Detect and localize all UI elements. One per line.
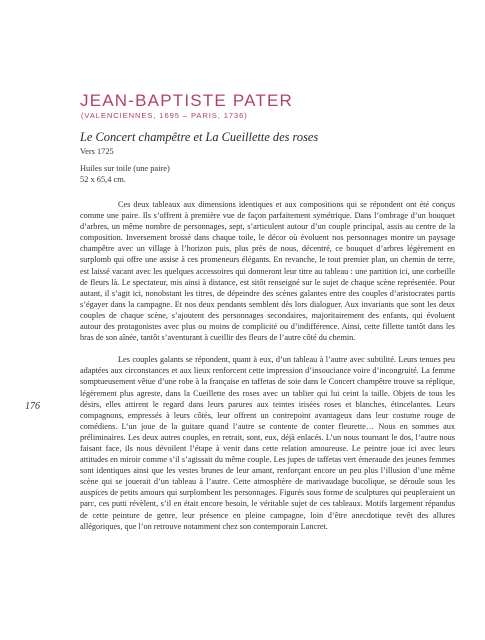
essay-paragraph: Les couples galants se répondent, quant à eux, d’un tableau à l’autre avec subtilité. Leurs tenues peu adaptées aux circonstances et aux lieux renforcent cette impression d’insouciance voire d’incongruité. La femme somptueusement vêtue d’une robe à la française en taffetas de soie dans le Concert champêtre trouve sa réplique, légèrement plus agreste, dans la Cueillette des roses avec un tablier qui lui ceint la taille. Objets de tous les désirs, elles attirent le regard dans leurs parures aux teintes irisées roses et blanches, étincelantes. Leurs compagnons, empressés à leurs côtés, leur offrent un contrepoint avantageux dans leur costume rouge de comédiens. L’un joue de la guitare quand l’autre se contente de conter fleurette… Nous en sommes aux préliminaires. Les deux autres couples, en retrait, sont, eux, déjà enlacés. L’un nous tournant le dos, l’autre nous faisant face, ils nous dévoilent l’étape à venir dans cette relation amoureuse. Le peintre joue ici avec leurs attitudes en miroir comme s’il s’agissait du même couple. Les jupes de taffetas vert émeraude des jeunes femmes sont identiques ainsi que les vestes brunes de leur amant, renforçant encore un peu plus l’illusion d’une même scène qui se jouerait d’un tableau à l’autre. Cette atmosphère de marivaudage bucolique, se déroule sous les auspices de petits amours qui surplombent les personnages. Figurés sous forme de sculptures qui peupleraient un parc, ces putti révèlent, s’il en était encore besoin, le véritable sujet de ces tableaux. Motifs largement répandus de cette peinture de genre, leur présence en pleine campagne, loin d’être anecdotique revêt des allures allégoriques, que l’on retrouve notamment chez son contemporain Lancret. (80, 355, 455, 531)
artist-dates: (VALENCIENNES, 1695 – PARIS, 1736) (81, 111, 248, 120)
work-title: Le Concert champêtre et La Cueillette des roses (80, 130, 319, 144)
work-date: Vers 1725 (80, 147, 114, 156)
work-dimensions: 52 x 65,4 cm. (80, 175, 126, 184)
essay-paragraph: Ces deux tableaux aux dimensions identiques et aux compositions qui se répondent ont été conçus comme une paire. Ils s’offrent à première vue de façon parfaitement symétrique. Dans l’ombrage d’un bouquet d’arbres, un même nombre de personnages, sept, s’articulent autour d’un couple principal, assis au centre de la composition. Inversement brossé dans chaque toile, le décor où évoluent nos personnages montre un paysage champêtre avec un village à l’horizon puis, plus près de nous, décentré, ce bouquet d’arbres légèrement en surplomb qui offre une assise à ces promeneurs élégants. En revanche, le tout premier plan, un chemin de terre, est laissé vacant avec les quelques accessoires qui donneront leur titre au tableau : une partition ici, une corbeille de fleurs là. Le spectateur, mis ainsi à distance, est sitôt renseigné sur le sujet de chaque scène représentée. Pour autant, il s’agit ici, nonobstant les titres, de dépeindre des scènes galantes entre des couples d’aristocrates partis s’égayer dans la campagne. Et nos deux pendants semblent dès lors dialoguer. Aux invariants que sont les deux couples de chaque scène, s’ajoutent des personnages secondaires, majoritairement des enfants, qui évoluent autour des protagonistes avec plus ou moins de complicité ou d’indifférence. Ainsi, cette fillette tantôt dans les bras de son aînée, tantôt s’aventurant à cueillir des fleurs de l’autre côté du chemin. (80, 200, 455, 343)
artist-name: JEAN-BAPTISTE PATER (80, 91, 293, 110)
essay-body (80, 199, 455, 532)
work-medium: Huiles sur toile (une paire) (80, 164, 170, 173)
page-number: 176 (25, 401, 40, 412)
